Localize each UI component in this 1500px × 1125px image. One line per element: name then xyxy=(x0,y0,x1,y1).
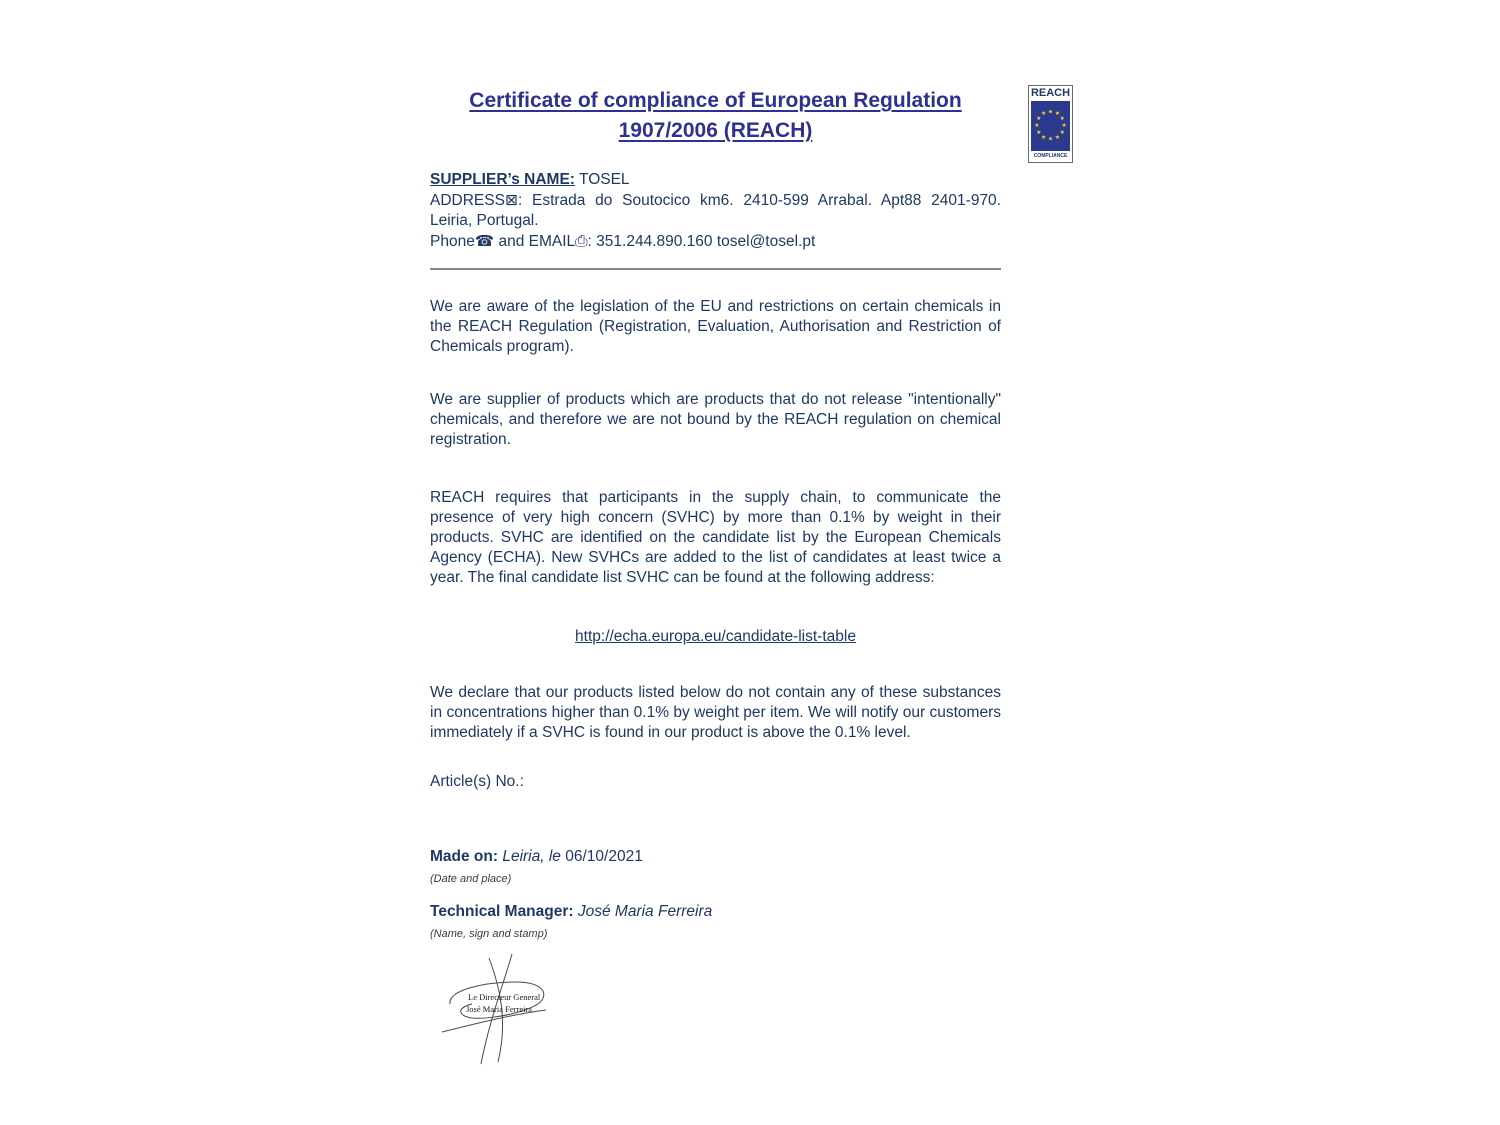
svg-text:★: ★ xyxy=(1041,134,1047,141)
reach-logo-title: REACH xyxy=(1030,87,1071,99)
phone-label: Phone xyxy=(430,233,475,250)
paragraph-awareness: We are aware of the legislation of the EU and restrictions on certain chemicals in the REACH Regulation (Registration, Evaluation, Authorisation and Restriction of Chemicals program). xyxy=(430,298,1001,355)
date-place-note: (Date and place) xyxy=(430,873,512,885)
reach-compliance-logo xyxy=(1028,85,1073,163)
supplier-block xyxy=(430,170,1001,252)
address-value: : Estrada do Soutocico km6. 2410-599 Arrabal. Apt88 2401-970. Leiria, Portugal. xyxy=(430,192,1001,229)
fax-icon: ⎙ xyxy=(575,232,588,250)
email-label: and EMAIL xyxy=(494,233,576,250)
supplier-address-line xyxy=(430,190,1001,231)
phone-icon: ☎ xyxy=(474,232,495,250)
name-sign-stamp-note: (Name, sign and stamp) xyxy=(430,928,548,940)
svg-text:★: ★ xyxy=(1041,111,1047,118)
address-label: ADDRESS xyxy=(430,192,505,209)
signature-block xyxy=(434,952,574,1067)
svg-text:★: ★ xyxy=(1059,116,1065,123)
made-on-label: Made on: xyxy=(430,848,499,865)
signature-scribble-icon xyxy=(434,952,574,1067)
reach-logo-subtitle: COMPLIANCE xyxy=(1033,153,1068,159)
page-title xyxy=(430,86,1001,146)
article-number-label: Article(s) No.: xyxy=(430,773,524,790)
svg-text:★: ★ xyxy=(1054,111,1060,118)
technical-manager-line xyxy=(430,902,1001,922)
divider xyxy=(430,268,1001,270)
svg-text:★: ★ xyxy=(1047,109,1054,116)
paragraph-declaration: We declare that our products listed below do not contain any of these substances in concentrations higher than 0.1% by weight per item. We will notify our customers immediately if a SVHC is found in our product is above the 0.1% level. xyxy=(430,684,1001,741)
technical-manager-name: José Maria Ferreira xyxy=(573,903,713,920)
candidate-list-link-line xyxy=(430,627,1001,647)
svg-text:★: ★ xyxy=(1047,136,1054,143)
svg-text:★: ★ xyxy=(1059,129,1065,136)
technical-manager-label: Technical Manager: xyxy=(430,903,574,920)
svg-text:★: ★ xyxy=(1061,122,1067,129)
paragraph-supplier-statement: We are supplier of products which are products that do not release "intentionally" chemicals, and therefore we are not bound by the REACH regulation on chemical registration. xyxy=(430,391,1001,448)
title-line-2: 1907/2006 (REACH) xyxy=(618,119,813,142)
contact-value: : 351.244.890.160 tosel@tosel.pt xyxy=(587,233,816,250)
made-on-date: 06/10/2021 xyxy=(565,848,643,865)
made-on-line xyxy=(430,847,1001,867)
title-line-1: Certificate of compliance of European Regulation xyxy=(469,89,962,112)
supplier-name-line xyxy=(430,170,1001,190)
paragraph-reach-requirements: REACH requires that participants in the supply chain, to communicate the presence of very high concern (SVHC) by more than 0.1% by weight in their products. SVHC are identified on the candidate list by the European Chemicals Agency (ECHA). New SVHCs are added to the list of candidates at least twice a year. The final candidate list SVHC can be found at the following address: xyxy=(430,489,1001,586)
supplier-contact-line xyxy=(430,231,1001,252)
signature-text-line-1: Le Directeur General xyxy=(468,992,541,1002)
supplier-name-value: TOSEL xyxy=(574,171,630,188)
document-content xyxy=(430,86,1001,1067)
made-on-place: Leiria, le xyxy=(498,848,566,865)
svg-text:★: ★ xyxy=(1036,116,1042,123)
svg-text:★: ★ xyxy=(1034,122,1040,129)
signature-text-line-2: José Maria Ferreira xyxy=(466,1004,533,1014)
svg-text:★: ★ xyxy=(1054,134,1060,141)
supplier-name-label: SUPPLIER’s NAME: xyxy=(430,171,575,188)
svg-text:★: ★ xyxy=(1036,129,1042,136)
envelope-icon: ⊠ xyxy=(504,191,518,209)
candidate-list-link[interactable]: http://echa.europa.eu/candidate-list-table xyxy=(575,628,856,645)
eu-stars-icon xyxy=(1031,101,1070,151)
